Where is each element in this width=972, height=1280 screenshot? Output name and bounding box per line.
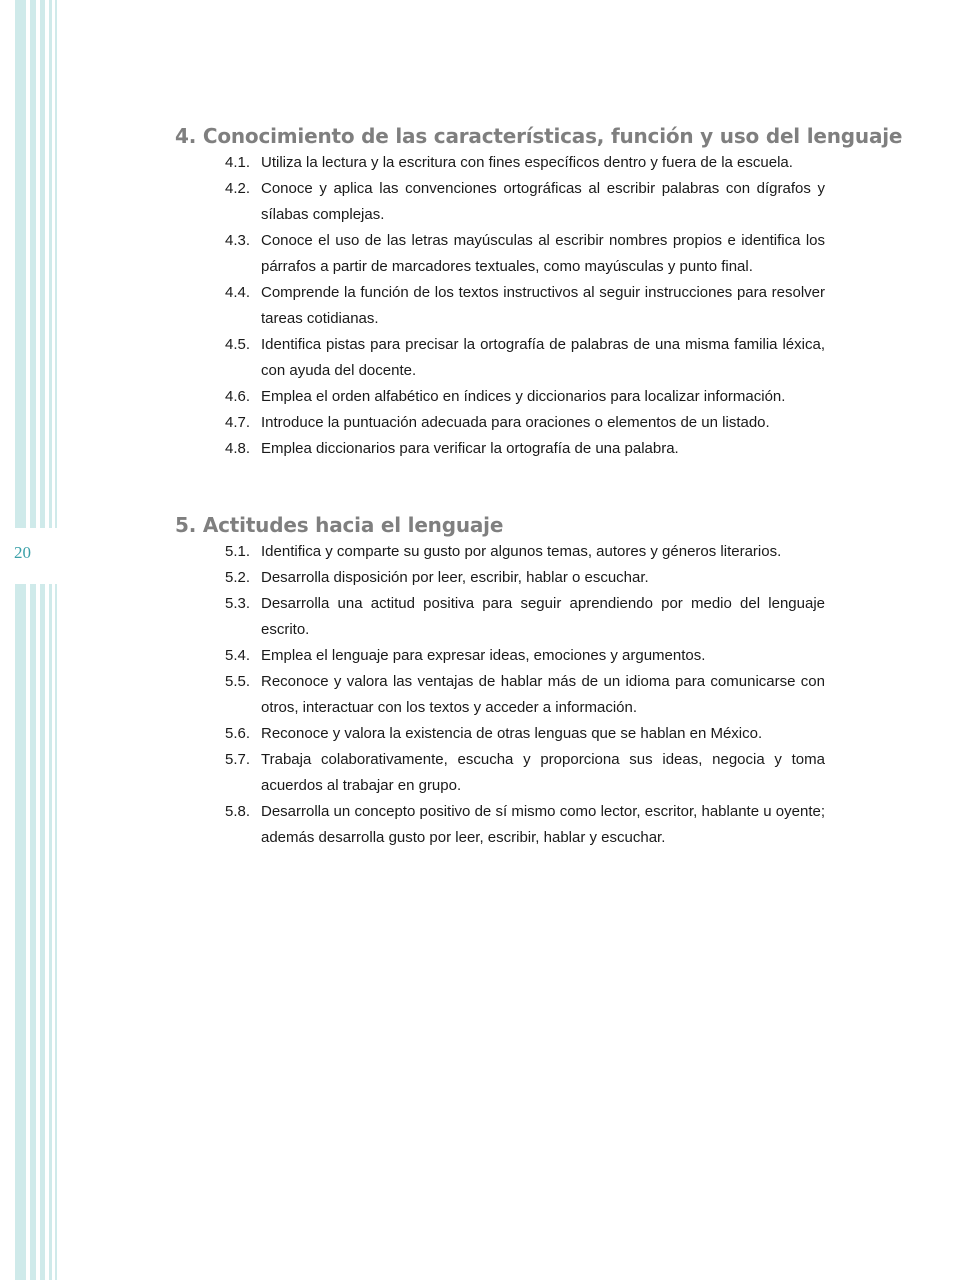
list-item	[175, 176, 825, 228]
item-number: 5.8.	[225, 803, 251, 820]
list-item	[175, 150, 825, 176]
list-item	[175, 410, 825, 436]
item-number: 4.8.	[225, 440, 251, 457]
item-text: Conoce y aplica las convenciones ortográficas al escribir palabras con dígrafos y sílabas complejas.	[261, 180, 825, 223]
margin-stripe	[15, 0, 26, 1280]
item-text: Introduce la puntuación adecuada para oraciones o elementos de un listado.	[261, 414, 770, 431]
item-number: 4.2.	[225, 180, 251, 197]
item-number: 4.6.	[225, 388, 251, 405]
list-item	[175, 384, 825, 410]
margin-stripe	[40, 0, 45, 1280]
list-item	[175, 565, 825, 591]
item-text: Identifica y comparte su gusto por algunos temas, autores y géneros literarios.	[261, 543, 782, 560]
item-text: Utiliza la lectura y la escritura con fines específicos dentro y fuera de la escuela.	[261, 154, 793, 171]
list-item	[175, 643, 825, 669]
item-number: 4.1.	[225, 154, 251, 171]
margin-stripe	[49, 0, 52, 1280]
item-text: Conoce el uso de las letras mayúsculas al escribir nombres propios e identifica los párrafos a partir de marcadores textuales, como mayúsculas y punto final.	[261, 232, 825, 275]
section-title: 5. Actitudes hacia el lenguaje	[175, 513, 504, 537]
list-item	[175, 539, 825, 565]
item-number: 5.2.	[225, 569, 251, 586]
item-number: 4.4.	[225, 284, 251, 301]
item-number: 5.6.	[225, 725, 251, 742]
list-item	[175, 591, 825, 643]
list-item	[175, 669, 825, 721]
list-item	[175, 332, 825, 384]
item-number: 5.1.	[225, 543, 251, 560]
item-number: 5.7.	[225, 751, 251, 768]
list-item	[175, 747, 825, 799]
item-text: Identifica pistas para precisar la ortografía de palabras de una misma familia léxica, con ayuda del docente.	[261, 336, 825, 379]
list-item	[175, 721, 825, 747]
item-text: Desarrolla una actitud positiva para seguir aprendiendo por medio del lenguaje escrito.	[261, 595, 825, 638]
item-number: 4.7.	[225, 414, 251, 431]
decorative-margin-stripes	[0, 0, 60, 1280]
item-text: Reconoce y valora las ventajas de hablar más de un idioma para comunicarse con otros, interactuar con los textos y acceder a información.	[261, 673, 825, 716]
list-item	[175, 280, 825, 332]
list-item	[175, 228, 825, 280]
section-5	[175, 511, 825, 851]
item-text: Emplea diccionarios para verificar la ortografía de una palabra.	[261, 440, 679, 457]
item-text: Emplea el orden alfabético en índices y diccionarios para localizar información.	[261, 388, 786, 405]
list-item	[175, 799, 825, 851]
item-text: Trabaja colaborativamente, escucha y proporciona sus ideas, negocia y toma acuerdos al trabajar en grupo.	[261, 751, 825, 794]
margin-stripe	[55, 0, 57, 1280]
list-item	[175, 436, 825, 462]
item-text: Desarrolla un concepto positivo de sí mismo como lector, escritor, hablante u oyente; además desarrolla gusto por leer, escribir, hablar y escuchar.	[261, 803, 825, 846]
item-number: 4.3.	[225, 232, 251, 249]
item-number: 5.5.	[225, 673, 251, 690]
item-number: 4.5.	[225, 336, 251, 353]
margin-stripe	[30, 0, 36, 1280]
section-title: 4. Conocimiento de las características, función y uso del lenguaje	[175, 124, 903, 148]
item-number: 5.4.	[225, 647, 251, 664]
item-text: Reconoce y valora la existencia de otras lenguas que se hablan en México.	[261, 725, 763, 742]
page-number: 20	[14, 543, 31, 562]
item-text: Comprende la función de los textos instructivos al seguir instrucciones para resolver tareas cotidianas.	[261, 284, 825, 327]
item-text: Desarrolla disposición por leer, escribir, hablar o escuchar.	[261, 569, 649, 586]
item-text: Emplea el lenguaje para expresar ideas, emociones y argumentos.	[261, 647, 706, 664]
section-4	[175, 122, 903, 462]
item-number: 5.3.	[225, 595, 251, 612]
